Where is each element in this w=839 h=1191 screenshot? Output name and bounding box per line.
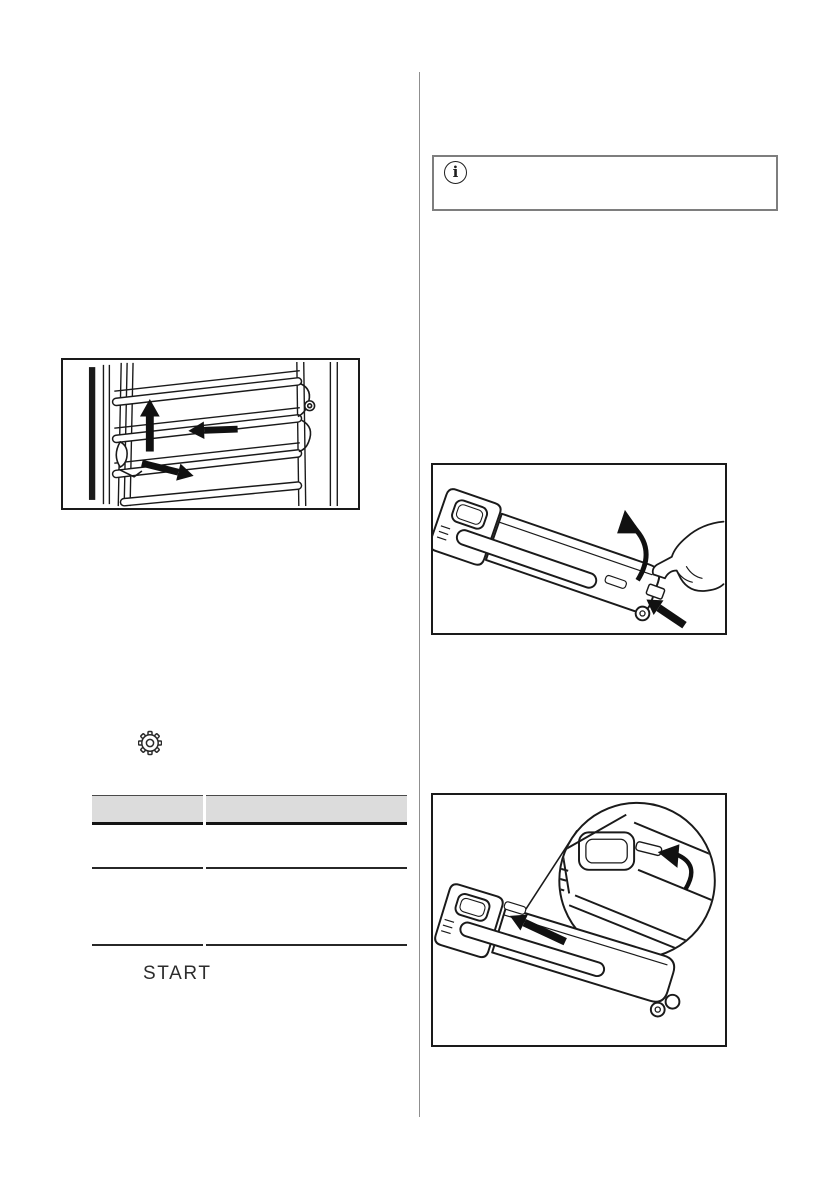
handle-clip-detail-illustration (433, 795, 725, 1045)
shelf-rails-illustration (63, 360, 358, 508)
table-cell (92, 869, 203, 946)
table-header-cell (206, 795, 407, 825)
figure-handle-clip-detail (431, 793, 727, 1047)
table-row (92, 825, 407, 869)
gear-icon (138, 730, 162, 756)
table-cell (206, 869, 407, 946)
table-header-cell (92, 795, 203, 825)
figure-shelf-rails (61, 358, 360, 510)
info-note-box (432, 155, 778, 211)
table-cell (92, 825, 203, 869)
settings-table (92, 795, 407, 946)
figure-handle-release (431, 463, 727, 635)
start-label: START (143, 963, 212, 984)
hand-illustration (653, 522, 724, 591)
handle-release-illustration (433, 465, 725, 633)
table-row (92, 869, 407, 946)
table-header-row (92, 795, 407, 825)
column-divider (419, 72, 420, 1117)
table-cell (206, 825, 407, 869)
info-icon: i (444, 161, 467, 184)
